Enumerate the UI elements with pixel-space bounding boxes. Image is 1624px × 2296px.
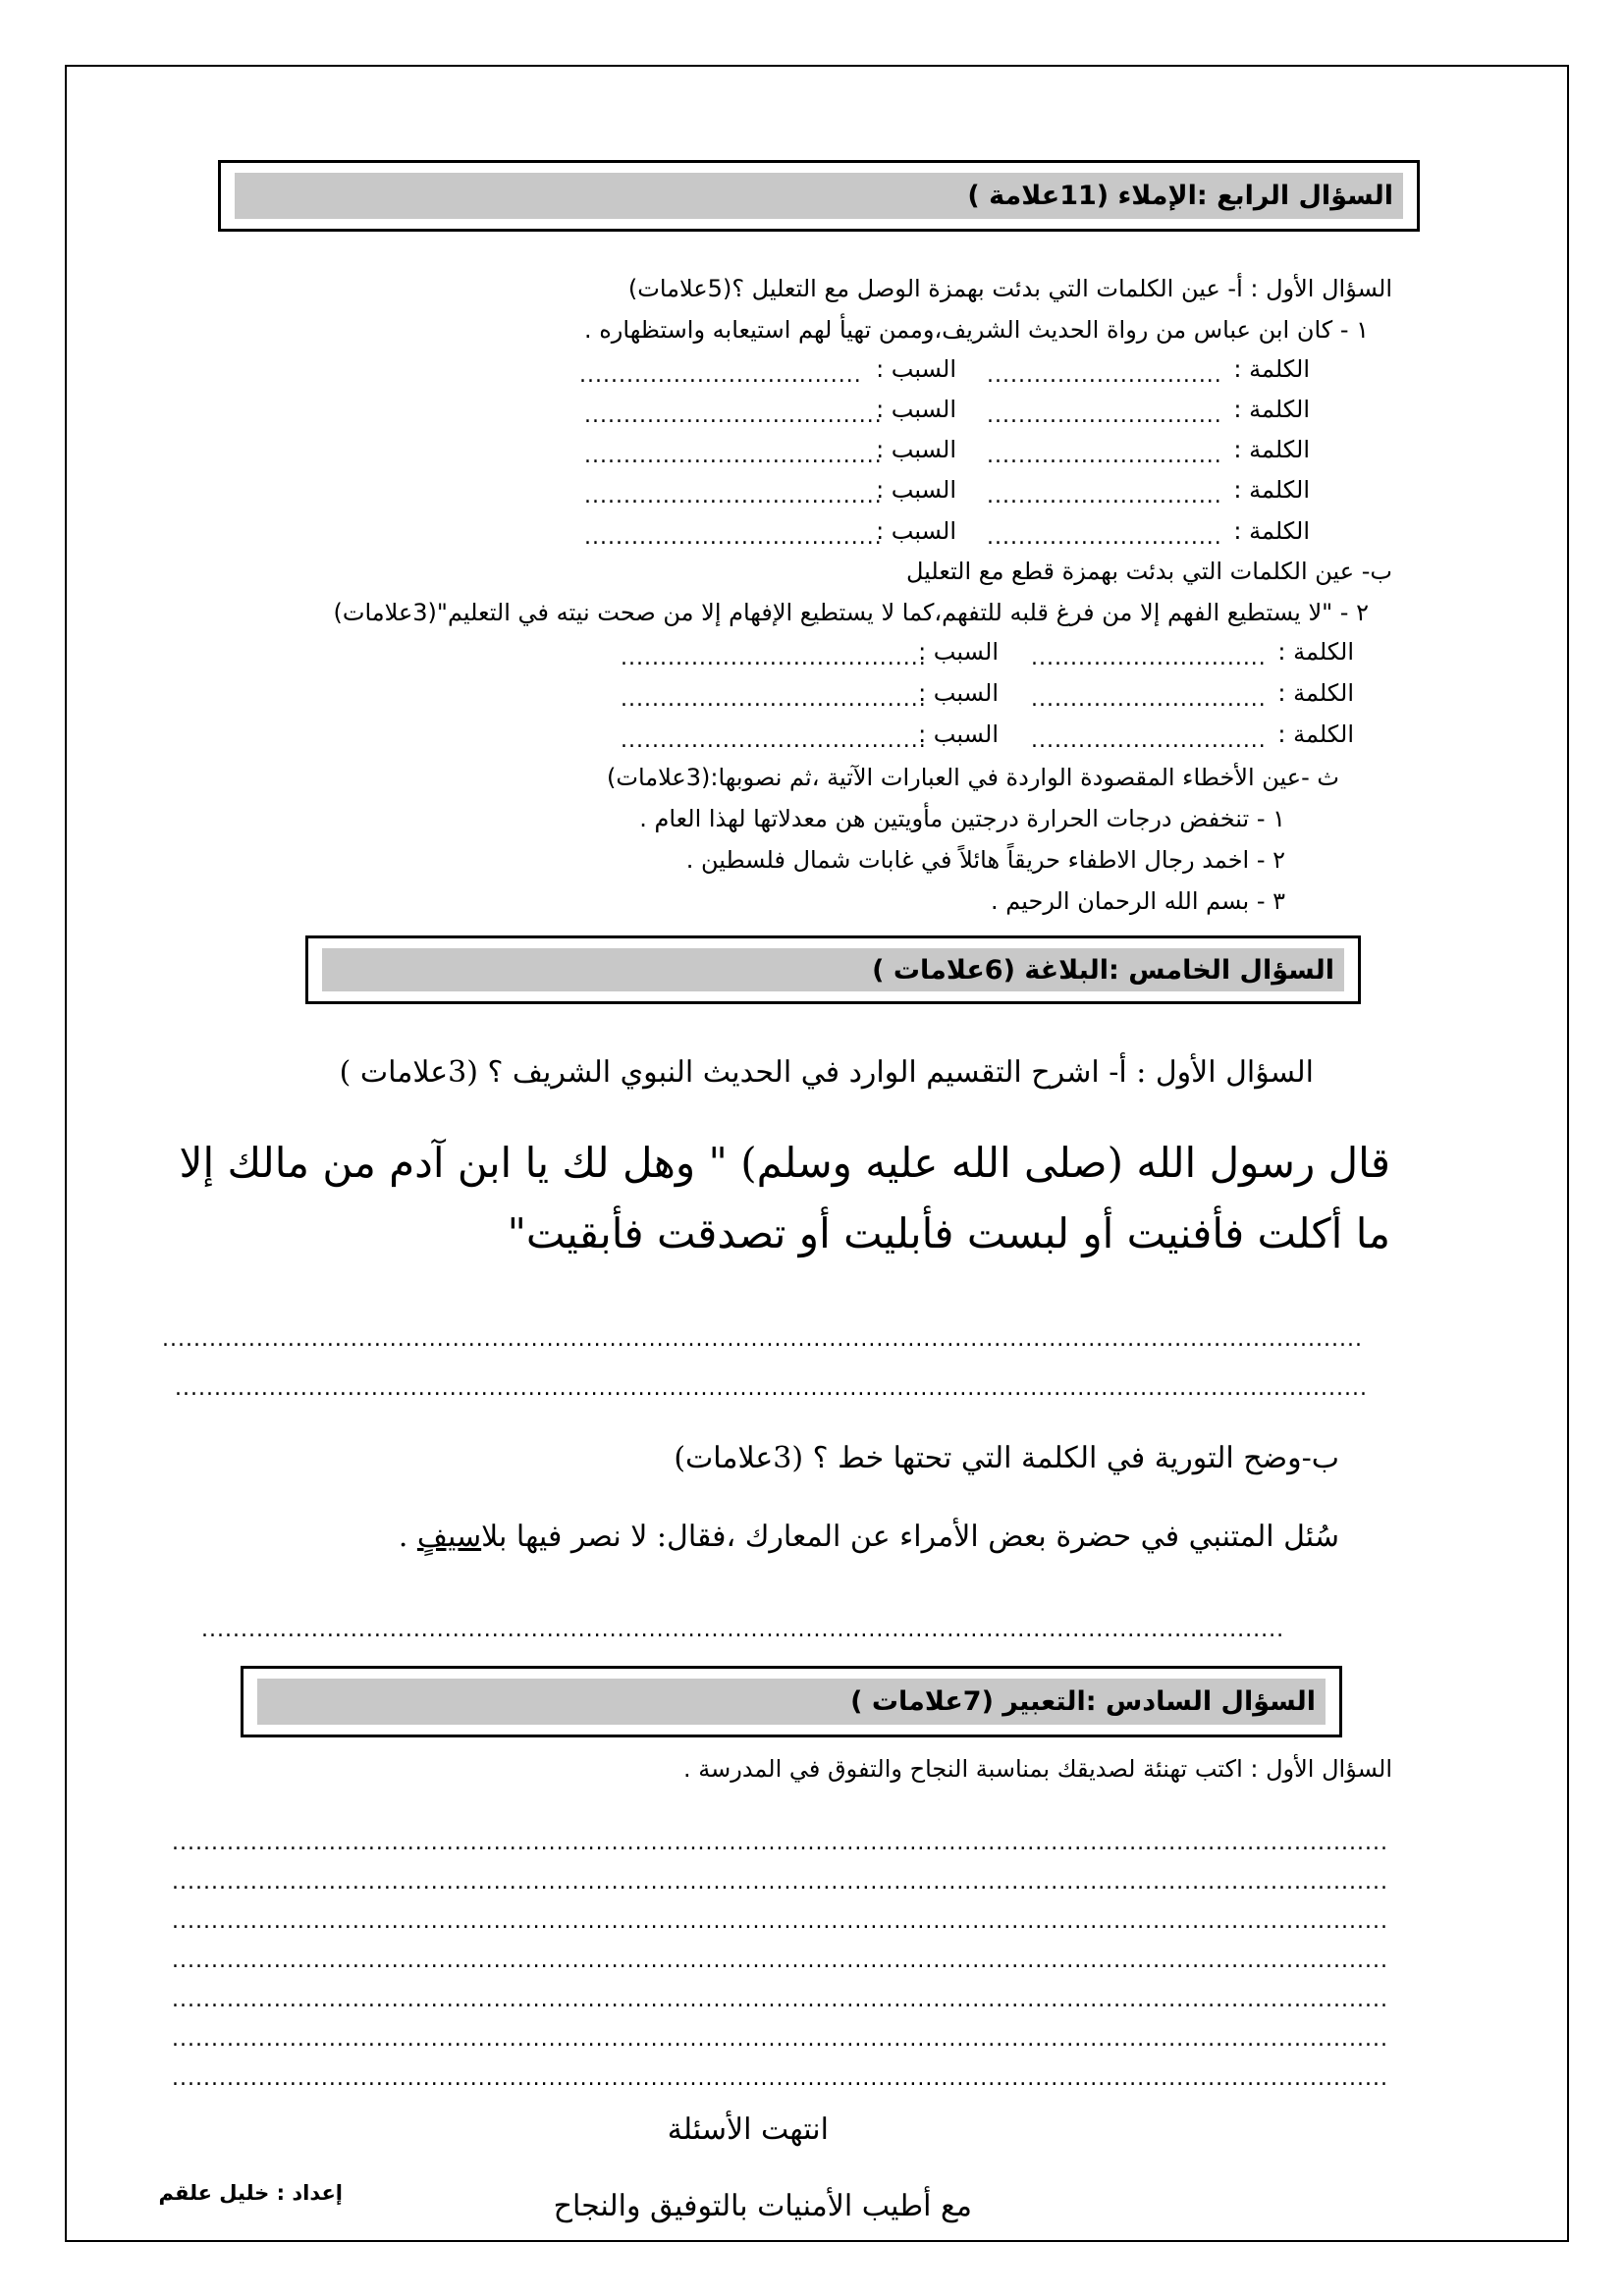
answer-line[interactable] <box>175 1376 1368 1402</box>
reason-answer-line[interactable] <box>621 728 925 754</box>
reason-answer-line[interactable] <box>584 484 884 509</box>
q6-header-box <box>241 1666 1342 1737</box>
word-answer-line[interactable] <box>987 444 1222 469</box>
tawriya-end: . <box>398 1520 417 1554</box>
field-row <box>876 476 956 504</box>
reason-label: السبب : <box>918 721 999 748</box>
q5-header-box <box>305 935 1361 1004</box>
word-answer-line[interactable] <box>987 484 1222 509</box>
wishes: مع أطيب الأمنيات بالتوفيق والنجاح <box>553 2189 972 2223</box>
reason-label: السبب : <box>876 517 956 545</box>
q5-header-title: السؤال الخامس :البلاغة (6علامات ) <box>322 948 1344 991</box>
author: إعداد : خليل علقم <box>158 2181 343 2205</box>
field-row <box>1277 679 1354 707</box>
error-sentence: ٢ - اخمد رجال الاطفاء حريقاً هائلاً في غابات شمال فلسطين . <box>685 846 1285 874</box>
word-label: الكلمة : <box>1277 679 1354 707</box>
q4-part-c-title: ث -عين الأخطاء المقصودة الواردة في العبارات الآتية ،ثم نصوبها:(3علامات) <box>606 764 1339 791</box>
field-row <box>1233 517 1310 545</box>
field-row <box>876 517 956 545</box>
q4-sentence-1: ١ - كان ابن عباس من رواة الحديث الشريف،وممن تهيأ لهم استيعابه واستظهاره . <box>583 316 1369 344</box>
word-answer-line[interactable] <box>987 525 1222 551</box>
hadith-line-1: قال رسول الله (صلى الله عليه وسلم) " وهل لك يا ابن آدم من مالك إلا <box>179 1139 1390 1187</box>
field-row <box>1233 476 1310 504</box>
answer-line[interactable] <box>172 1870 1389 1896</box>
tawriya-text: سُئل المتنبي في حضرة بعض الأمراء عن المعارك ،فقال: لا نصر فيها بلا <box>481 1520 1339 1554</box>
reason-answer-line[interactable] <box>621 687 925 713</box>
q5-part-b-title: ب-وضح التورية في الكلمة التي تحتها خط ؟ (3علامات) <box>674 1441 1339 1475</box>
word-label: الكلمة : <box>1233 517 1310 545</box>
q4-part-b-title: ب- عين الكلمات التي بدئت بهمزة قطع مع التعليل <box>906 558 1392 585</box>
reason-label: السبب : <box>918 679 999 707</box>
answer-line[interactable] <box>172 1909 1389 1935</box>
answer-line[interactable] <box>201 1618 1281 1643</box>
tawriya-sentence <box>399 1520 1339 1554</box>
field-row <box>1233 396 1310 423</box>
error-sentence: ١ - تنخفض درجات الحرارة درجتين مأويتين هن معدلاتها لهذا العام . <box>639 805 1285 832</box>
hadith-line-2: ما أكلت فأفنيت أو لبست فأبليت أو تصدقت فأبقيت" <box>507 1209 1390 1257</box>
word-label: الكلمة : <box>1233 476 1310 504</box>
answer-line[interactable] <box>172 1988 1389 2013</box>
end-of-questions: انتهت الأسئلة <box>667 2112 829 2147</box>
reason-answer-line[interactable] <box>579 363 864 389</box>
word-answer-line[interactable] <box>987 403 1222 429</box>
q6-part-a-title: السؤال الأول : اكتب تهنئة لصديقك بمناسبة النجاح والتفوق في المدرسة . <box>683 1755 1392 1783</box>
answer-line[interactable] <box>172 1949 1389 1974</box>
q4-header-title: السؤال الرابع :الإملاء (11علامة ) <box>235 173 1403 219</box>
field-row <box>876 396 956 423</box>
q4-header-box <box>218 160 1420 232</box>
tawriya-underlined-word: سيفٍ <box>416 1520 482 1554</box>
field-row <box>918 638 999 666</box>
answer-line[interactable] <box>172 1831 1389 1856</box>
reason-answer-line[interactable] <box>584 444 884 469</box>
reason-answer-line[interactable] <box>584 403 884 429</box>
word-label: الكلمة : <box>1233 436 1310 463</box>
field-row <box>1277 721 1354 748</box>
q6-header-title: السؤال السادس :التعبير (7علامات ) <box>257 1679 1326 1725</box>
reason-answer-line[interactable] <box>621 646 925 671</box>
reason-label: السبب : <box>876 355 956 383</box>
error-sentence: ٣ - بسم الله الرحمان الرحيم . <box>991 887 1285 915</box>
reason-answer-line[interactable] <box>584 525 884 551</box>
answer-line[interactable] <box>172 2066 1389 2092</box>
word-label: الكلمة : <box>1233 396 1310 423</box>
reason-label: السبب : <box>876 436 956 463</box>
answer-line[interactable] <box>172 2027 1389 2053</box>
reason-label: السبب : <box>876 396 956 423</box>
word-label: الكلمة : <box>1277 721 1354 748</box>
word-label: الكلمة : <box>1233 355 1310 383</box>
field-row <box>1233 355 1310 383</box>
answer-line[interactable] <box>162 1327 1365 1353</box>
field-row <box>918 679 999 707</box>
word-answer-line[interactable] <box>1031 687 1267 713</box>
reason-label: السبب : <box>876 476 956 504</box>
q4-part-a-title: السؤال الأول : أ- عين الكلمات التي بدئت بهمزة الوصل مع التعليل ؟(5علامات) <box>627 275 1392 302</box>
field-row <box>1233 436 1310 463</box>
q5-part-a-title: السؤال الأول : أ- اشرح التقسيم الوارد في الحديث النبوي الشريف ؟ (3علامات ) <box>339 1055 1314 1090</box>
field-row <box>918 721 999 748</box>
word-answer-line[interactable] <box>987 363 1222 389</box>
q4-sentence-2: ٢ - "لا يستطيع الفهم إلا من فرغ قلبه للتفهم،كما لا يستطيع الإفهام إلا من صحت نيته في التعليم"(3علامات) <box>333 599 1369 626</box>
field-row <box>1277 638 1354 666</box>
word-answer-line[interactable] <box>1031 646 1267 671</box>
word-answer-line[interactable] <box>1031 728 1267 754</box>
reason-label: السبب : <box>918 638 999 666</box>
word-label: الكلمة : <box>1277 638 1354 666</box>
field-row <box>876 355 956 383</box>
field-row <box>876 436 956 463</box>
